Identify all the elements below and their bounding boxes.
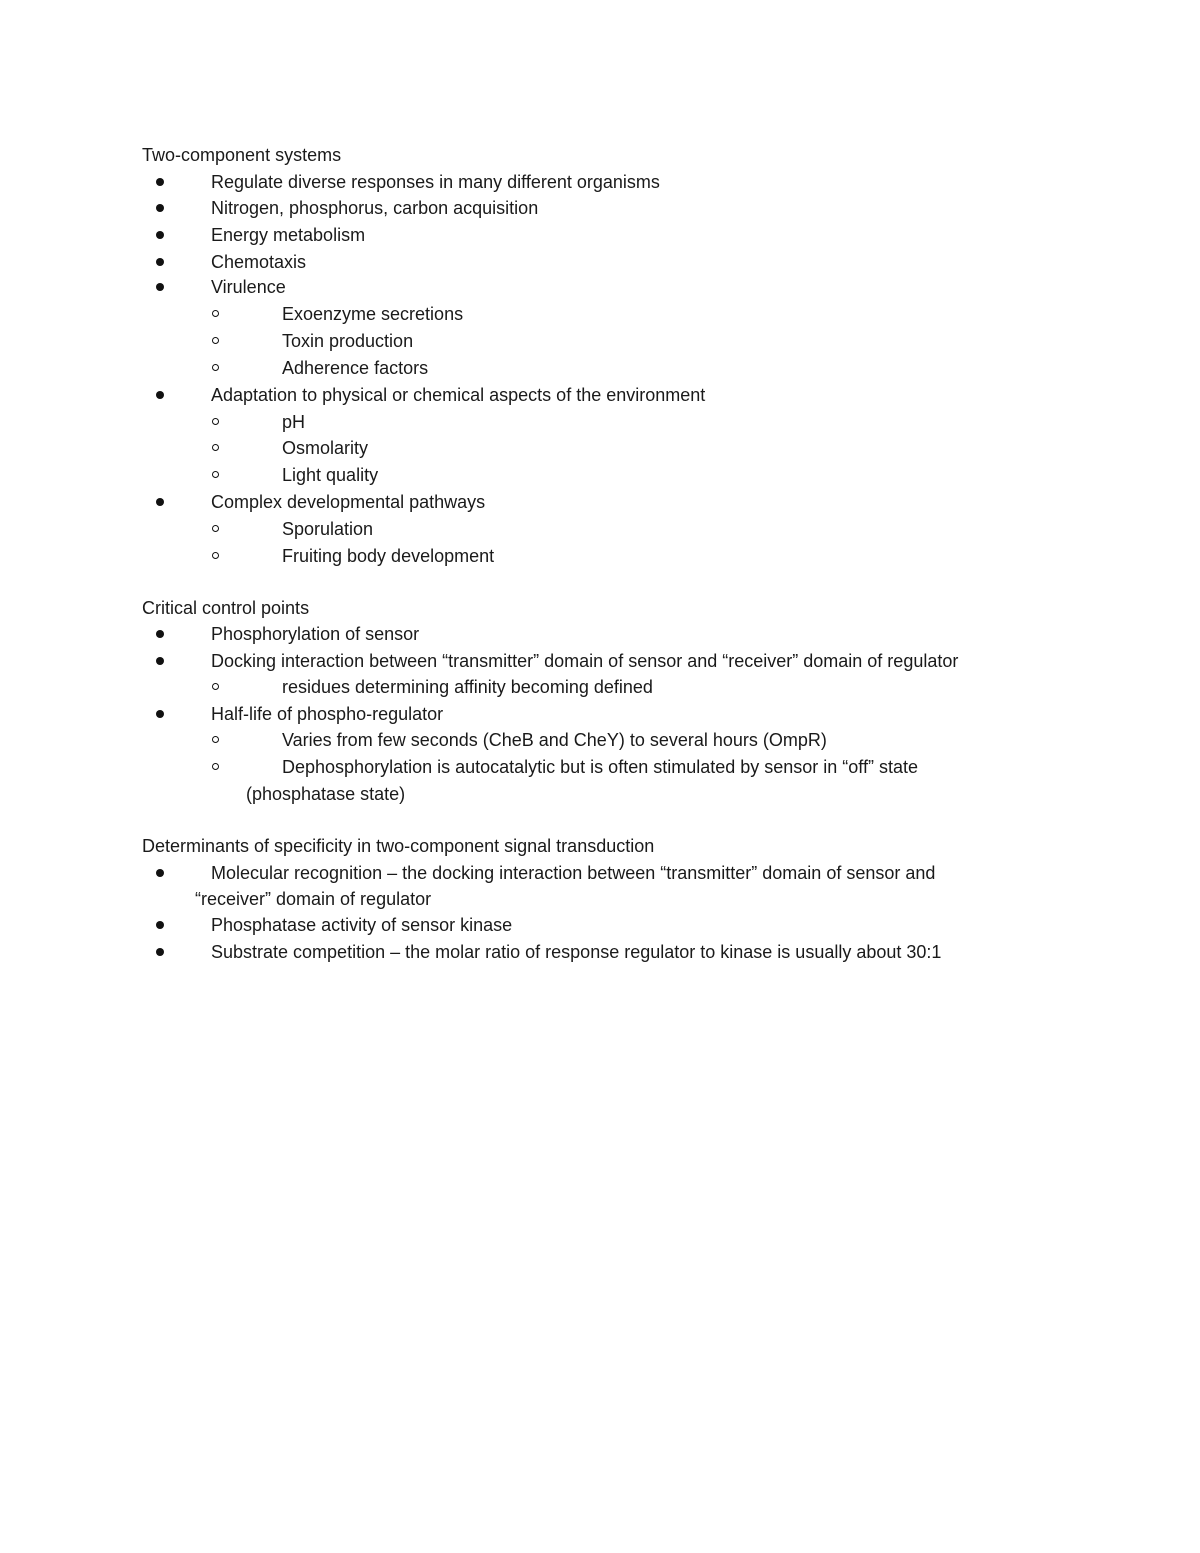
- bullet-icon: [156, 630, 164, 638]
- circle-bullet-icon: [212, 736, 219, 743]
- circle-bullet-icon: [212, 364, 219, 371]
- bullet-icon: [156, 231, 164, 239]
- circle-bullet-icon: [212, 525, 219, 532]
- bullet-icon: [156, 258, 164, 266]
- bullet-icon: [156, 657, 164, 665]
- section-heading-critical-control-points: Critical control points: [142, 598, 310, 618]
- circle-bullet-icon: [212, 337, 219, 344]
- bullet-icon: [156, 869, 164, 877]
- circle-bullet-icon: [212, 763, 219, 770]
- circle-bullet-icon: [212, 418, 219, 425]
- circle-bullet-icon: [212, 310, 219, 317]
- bullet-icon: [156, 710, 164, 718]
- bullet-icon: [156, 391, 164, 399]
- circle-bullet-icon: [212, 471, 219, 478]
- circle-bullet-icon: [212, 683, 219, 690]
- circle-bullet-icon: [212, 552, 219, 559]
- bullet-icon: [156, 178, 164, 186]
- bullet-icon: [156, 948, 164, 956]
- bullet-icon: [156, 498, 164, 506]
- bullet-icon: [156, 204, 164, 212]
- section-heading-determinants-of-specificity: Determinants of specificity in two-component signal transduction: [142, 836, 655, 856]
- document-page: Two-component systems Regulate diverse responses in many different organisms Nitrogen, phosphorus, carbon acquisition Energy metabolism Chemotaxis Virulence Exoenzyme secretions Toxin production Adherence factors Adaptation to physical or chemical aspects of the environment pH Osmolarity Light quality Complex developmental pathways Sporulation Fruiting body development Critical control points Phosphorylation of sensor Docking interaction between “transmitter” domain of sensor and “receiver” domain of regulator residues determining affinity becoming defined Half-life of phospho-regulator Varies from few seconds (CheB and CheY) to several hours (OmpR) Dephosphorylation is autocatalytic but is often stimulated by sensor in “off” state (phosphatase state) Determinants of specificity in two-component signal transduction Molecular recognition – the docking interaction between “transmitter” domain of sensor and “receiver” domain of regulator Phosphatase activity of sensor kinase Substrate competition – the molar ratio of response regulator to kinase is usually about 30:1: [0, 0, 1200, 1553]
- bullet-icon: [156, 283, 164, 291]
- bullet-icon: [156, 921, 164, 929]
- circle-bullet-icon: [212, 444, 219, 451]
- section-heading-two-component-systems: Two-component systems: [142, 145, 342, 165]
